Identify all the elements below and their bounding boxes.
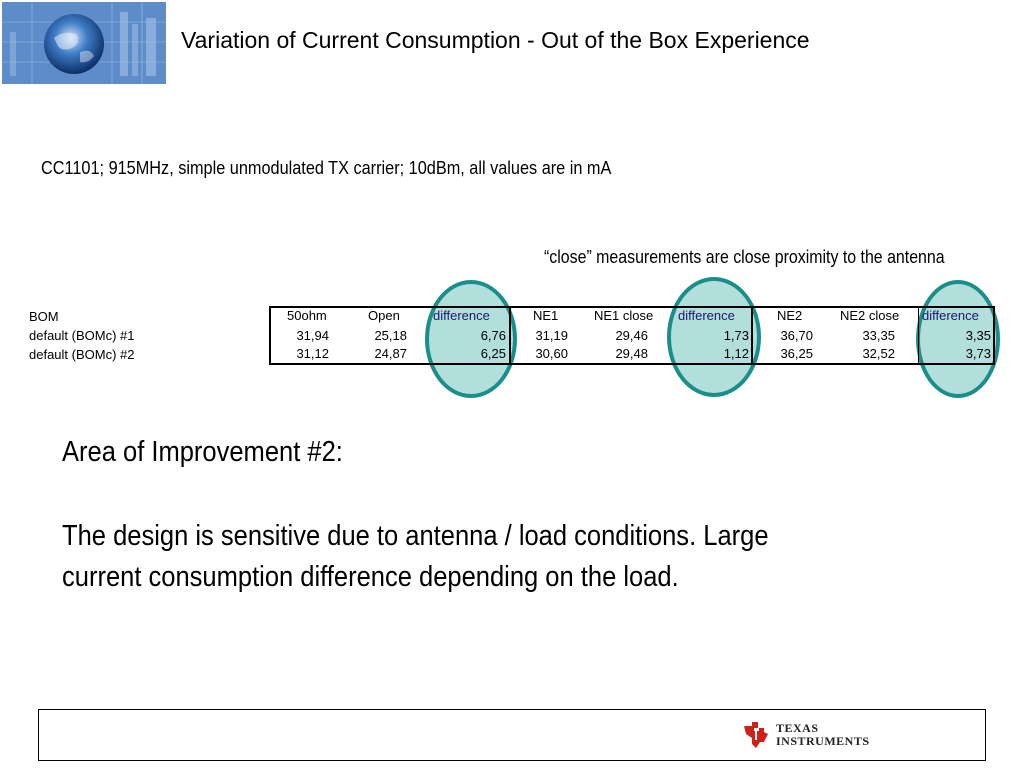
table-cell: 25,18 [374,328,407,343]
row-label-2: default (BOMc) #2 [29,347,135,362]
table-cell: 29,46 [615,328,648,343]
table-divider [751,306,753,365]
row-label-1: default (BOMc) #1 [29,328,135,343]
table-cell: 3,35 [965,328,991,343]
table-cell: 32,52 [862,346,895,361]
table-cell: 1,73 [723,328,749,343]
ti-wordmark [776,722,870,748]
table-divider [918,306,919,365]
improvement-description [62,516,769,598]
page-title: Variation of Current Consumption - Out of the Box Experience [181,27,810,53]
table-cell: 30,60 [535,346,568,361]
description-line-1: The design is sensitive due to antenna / load conditions. Large [62,520,769,552]
col-header-50ohm: 50ohm [287,308,327,323]
table-cell: 3,73 [965,346,991,361]
table-cell: 31,19 [535,328,568,343]
table-cell: 1,12 [723,346,749,361]
description-line-2: current consumption difference depending on the load. [62,561,679,593]
improvement-heading: Area of Improvement #2: [62,436,343,468]
col-header-ne2-close: NE2 close [840,308,900,323]
measurement-conditions: CC1101; 915MHz, simple unmodulated TX carrier; 10dBm, all values are in mA [41,157,612,178]
table-cell: 31,94 [296,328,329,343]
table-cell: 36,25 [780,346,813,361]
table-cell: 29,48 [615,346,648,361]
ti-wordmark-line1: TEXAS [776,721,819,735]
table-cell: 24,87 [374,346,407,361]
col-header-ne1: NE1 [533,308,559,323]
table-cell: 31,12 [296,346,329,361]
texas-instruments-logo [742,719,870,751]
bom-header: BOM [29,309,59,324]
ti-state-icon [742,720,770,750]
table-cell: 6,25 [480,346,506,361]
header-logo-image [2,2,166,84]
col-header-ne1-close: NE1 close [594,308,654,323]
close-measurement-note: “close” measurements are close proximity to the antenna [544,246,945,267]
table-cell: 36,70 [780,328,813,343]
col-header-difference-1: difference [433,308,490,323]
col-header-difference-3: difference [922,308,979,323]
table-divider [509,306,511,365]
col-header-ne2: NE2 [777,308,803,323]
table-row-labels [29,307,135,364]
table-cell: 33,35 [862,328,895,343]
table-cell: 6,76 [480,328,506,343]
ti-wordmark-line2: INSTRUMENTS [776,734,870,748]
col-header-open: Open [368,308,400,323]
col-header-difference-2: difference [678,308,735,323]
